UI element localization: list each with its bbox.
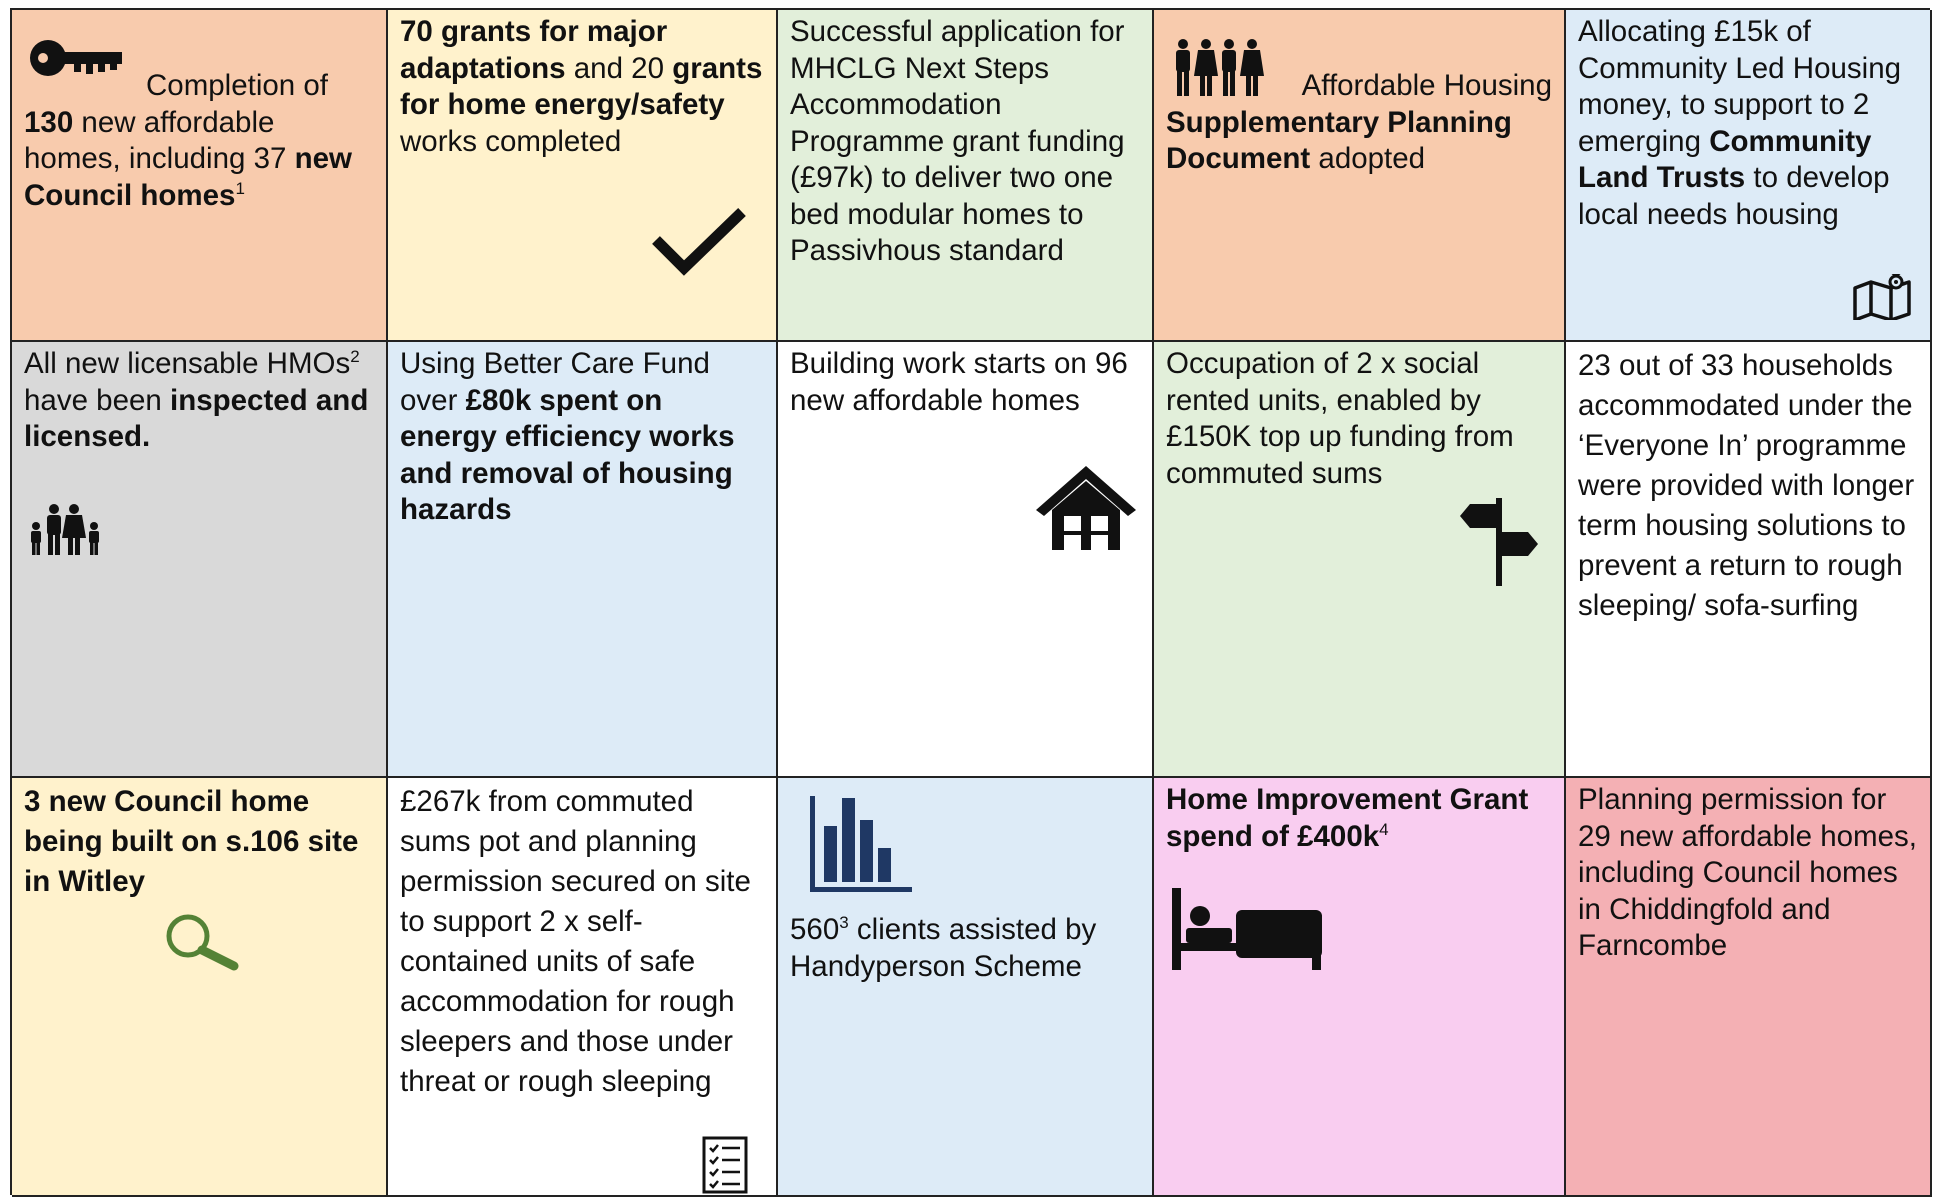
cell-text: Planning permission for 29 new affordable homes, including Council homes in Chiddingfold and Farncombe (1578, 783, 1917, 962)
cell-grants-completed (388, 10, 778, 342)
clt-label: Community Land Trusts (1578, 124, 1872, 194)
cell-tail-text: to develop local needs housing (1578, 161, 1890, 231)
cell-text: 23 out of 33 households accommodated under the ‘Everyone In’ programme were provided with longer term housing solutions to prevent a return to rough sleeping/ sofa-surfing (1578, 349, 1915, 622)
cell-lead-text: All new licensable HMOs (24, 347, 351, 380)
cell-planning-permission (1566, 778, 1932, 1197)
key-icon (26, 34, 124, 82)
cell-everyone-in (1566, 342, 1932, 778)
footnote-marker: 2 (350, 347, 360, 367)
homes-count: 130 (24, 105, 74, 139)
bar-chart-icon (810, 796, 912, 892)
cell-witley-council-homes (12, 778, 388, 1197)
cell-lead-text: Completion of (145, 69, 328, 102)
signpost-icon (1460, 498, 1540, 586)
cell-hmo-licensing (12, 342, 388, 778)
cell-community-led-housing (1566, 10, 1932, 342)
footnote-marker: 1 (235, 178, 245, 198)
council-homes-label: new Council homes (24, 142, 352, 212)
cell-affordable-homes-completion (12, 10, 388, 342)
cell-better-care-fund (388, 342, 778, 778)
checkmark-icon (650, 206, 748, 278)
spd-label: Supplementary Planning Document (1166, 105, 1512, 175)
energy-efficiency-label: £80k spent on energy efficiency works and removal of housing hazards (400, 383, 735, 526)
cell-tail-text: clients assisted by Handyperson Scheme (790, 913, 1097, 983)
cell-mid-text: and 20 (565, 51, 673, 85)
cell-tail-text: works completed (400, 124, 622, 158)
achievements-grid (10, 8, 1930, 1195)
house-icon (1036, 466, 1136, 550)
inspected-label: inspected and licensed. (24, 383, 369, 453)
cell-lead-text: Affordable Housing (1301, 69, 1552, 102)
people-group-icon (1172, 38, 1264, 98)
cell-home-improvement-grant (1154, 778, 1566, 1197)
map-pin-icon (1852, 274, 1912, 320)
cell-text: £267k from commuted sums pot and planning permission secured on site to support 2 x self-contained units of safe accommodation for rough sleepers and those under threat or rough sleeping (400, 785, 751, 1098)
energy-safety-label: grants for home energy/safety (400, 51, 763, 121)
cell-lead-text: Allocating £15k of Community Led Housing money, to support to 2 emerging (1578, 15, 1902, 158)
cell-tail-text: adopted (1310, 142, 1426, 175)
family-icon (28, 504, 104, 556)
magnifier-icon (162, 910, 242, 972)
cell-building-work-starts (778, 342, 1154, 778)
major-adaptations-label: 70 grants for major adaptations (400, 15, 668, 85)
footnote-marker: 3 (839, 913, 849, 933)
cell-spd-adopted (1154, 10, 1566, 342)
checklist-icon (702, 1136, 748, 1194)
clients-count: 560 (790, 913, 840, 946)
cell-text: Successful application for MHCLG Next Steps Accommodation Programme grant funding (£97k) to deliver two one bed modular homes to Passivhous standard (790, 15, 1125, 267)
footnote-marker: 4 (1379, 819, 1389, 839)
cell-social-rented-units (1154, 342, 1566, 778)
cell-commuted-sums (388, 778, 778, 1197)
grant-spend-label: Home Improvement Grant spend of £400k (1166, 783, 1529, 853)
cell-handyperson-scheme (778, 778, 1154, 1197)
cell-lead-text: Using Better Care Fund over (400, 347, 710, 417)
cell-text: Occupation of 2 x social rented units, enabled by £150K top up funding from commuted sums (1166, 347, 1514, 490)
bed-icon (1172, 888, 1322, 970)
cell-next-steps-application (778, 10, 1154, 342)
cell-text: Building work starts on 96 new affordable homes (790, 347, 1128, 417)
cell-mid-text: new affordable homes, including 37 (24, 105, 295, 175)
cell-mid-text: have been (24, 383, 170, 417)
witley-label: 3 new Council home being built on s.106 site in Witley (24, 785, 359, 898)
